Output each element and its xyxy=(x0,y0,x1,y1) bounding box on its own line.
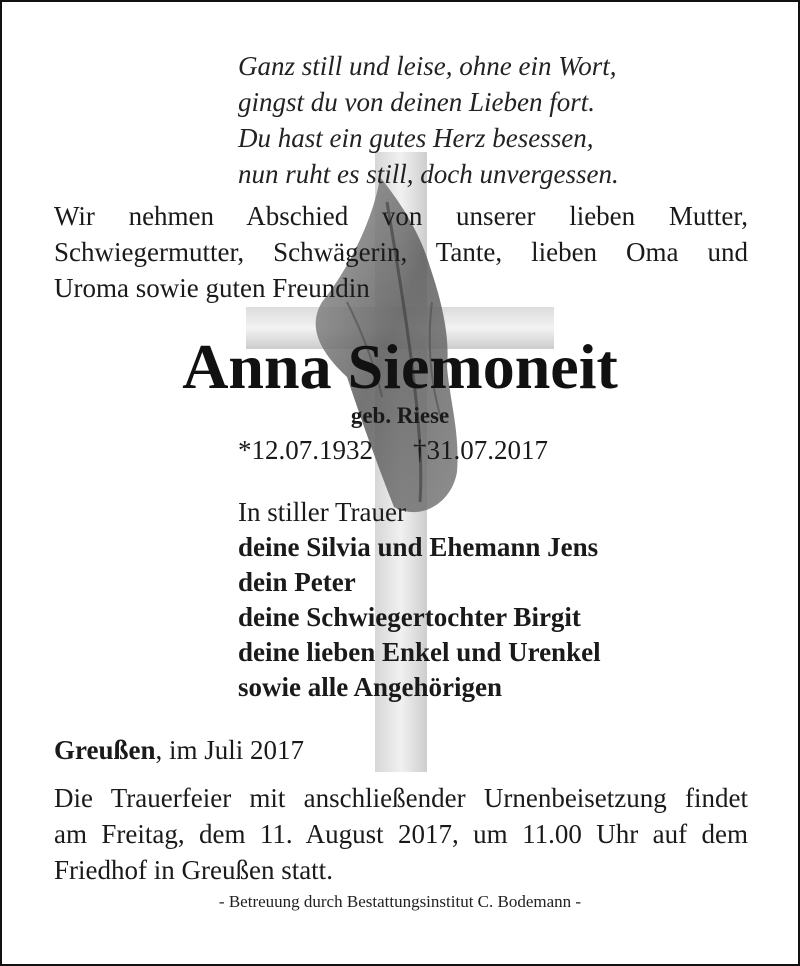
death-date: †31.07.2017 xyxy=(413,435,548,465)
mourner-entry: deine lieben Enkel und Urenkel xyxy=(238,637,601,667)
poem-line: nun ruht es still, doch unvergessen. xyxy=(238,159,619,189)
deceased-name: Anna Siemoneit xyxy=(182,331,618,402)
notice-line: am Freitag, dem 11. August 2017, um 11.00 Uhr auf dem xyxy=(54,819,748,849)
mourner-entry: sowie alle Angehörigen xyxy=(238,672,502,702)
maiden-name: geb. Riese xyxy=(350,403,450,428)
mourners-list xyxy=(238,495,601,705)
intro-line: Uroma sowie guten Freundin xyxy=(54,273,370,303)
date-text: , im Juli 2017 xyxy=(155,735,305,765)
funeral-home-credit: - Betreuung durch Bestattungsinstitut C. Bodemann - xyxy=(218,892,582,911)
intro-line: Schwiegermutter, Schwägerin, Tante, lieben Oma und xyxy=(54,237,748,267)
notice-line: Friedhof in Greußen statt. xyxy=(54,855,333,885)
funeral-notice xyxy=(54,780,748,888)
notice-line: Die Trauerfeier mit anschließender Urnenbeisetzung findet xyxy=(54,783,748,813)
birth-date: *12.07.1932 xyxy=(238,435,373,465)
mourner-entry: deine Schwiegertochter Birgit xyxy=(238,602,581,632)
poem-line: gingst du von deinen Lieben fort. xyxy=(238,87,595,117)
mourner-entry: deine Silvia und Ehemann Jens xyxy=(238,532,599,562)
life-dates xyxy=(238,432,548,468)
mourner-entry: dein Peter xyxy=(238,567,356,597)
poem-line: Du hast ein gutes Herz besessen, xyxy=(238,123,594,153)
intro-line: Wir nehmen Abschied von unserer lieben Mutter, xyxy=(54,201,748,231)
poem-line: Ganz still und leise, ohne ein Wort, xyxy=(238,51,617,81)
mourning-lead: In stiller Trauer xyxy=(238,497,406,527)
farewell-intro xyxy=(54,198,748,306)
place-date xyxy=(54,732,304,768)
place-name: Greußen xyxy=(54,735,156,765)
poem-verse xyxy=(238,48,619,192)
